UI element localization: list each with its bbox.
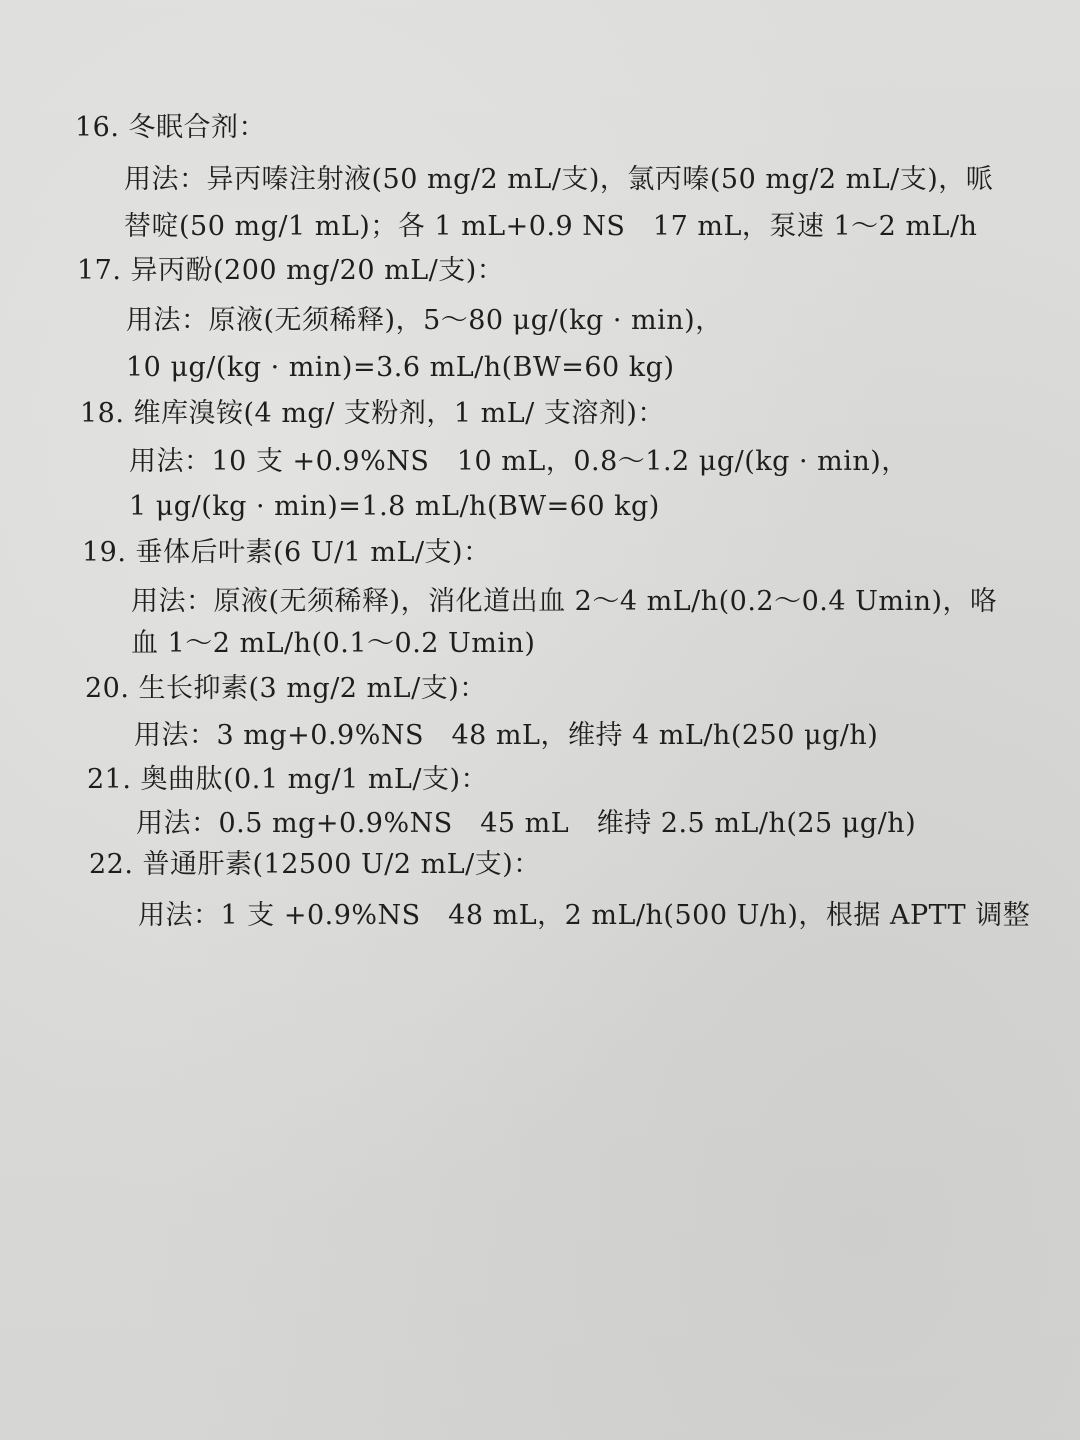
- entry-17-usage-line-2: 10 μg/(kg · min)=3.6 mL/h(BW=60 kg): [126, 352, 675, 383]
- entry-16-usage-line-1: 用法：异丙嗪注射液(50 mg/2 mL/支)，氯丙嗪(50 mg/2 mL/支)，哌: [124, 164, 994, 195]
- entry-17-title: 17. 异丙酚(200 mg/20 mL/支)：: [77, 255, 505, 286]
- entry-16-title: 16. 冬眠合剂：: [75, 112, 267, 143]
- entry-19-title: 19. 垂体后叶素(6 U/1 mL/支)：: [82, 537, 491, 568]
- entry-17-usage-line-1: 用法：原液(无须稀释)，5～80 μg/(kg · min)，: [126, 305, 723, 336]
- entry-21-usage-line-1: 用法：0.5 mg+0.9%NS 45 mL 维持 2.5 mL/h(25 μg/h): [136, 808, 917, 839]
- entry-19-usage-line-2: 血 1～2 mL/h(0.1～0.2 Umin): [131, 628, 536, 659]
- entry-20-usage-line-1: 用法：3 mg+0.9%NS 48 mL，维持 4 mL/h(250 μg/h): [134, 720, 879, 751]
- entry-18-title: 18. 维库溴铵(4 mg/ 支粉剂，1 mL/ 支溶剂)：: [80, 398, 665, 429]
- entry-22-title: 22. 普通肝素(12500 U/2 mL/支)：: [89, 849, 541, 880]
- entry-22-usage-line-1: 用法：1 支 +0.9%NS 48 mL，2 mL/h(500 U/h)，根据 APTT 调整: [138, 900, 1031, 931]
- entry-20-title: 20. 生长抑素(3 mg/2 mL/支)：: [85, 673, 487, 704]
- entry-16-usage-line-2: 替啶(50 mg/1 mL)；各 1 mL+0.9 NS 17 mL，泵速 1～2 mL/h: [124, 211, 978, 242]
- entry-18-usage-line-2: 1 μg/(kg · min)=1.8 mL/h(BW=60 kg): [129, 491, 660, 522]
- entry-19-usage-line-1: 用法：原液(无须稀释)，消化道出血 2～4 mL/h(0.2～0.4 Umin)，咯: [131, 586, 998, 617]
- entry-18-usage-line-1: 用法：10 支 +0.9%NS 10 mL，0.8～1.2 μg/(kg · min)，: [129, 446, 909, 477]
- entry-21-title: 21. 奥曲肽(0.1 mg/1 mL/支)：: [87, 764, 488, 795]
